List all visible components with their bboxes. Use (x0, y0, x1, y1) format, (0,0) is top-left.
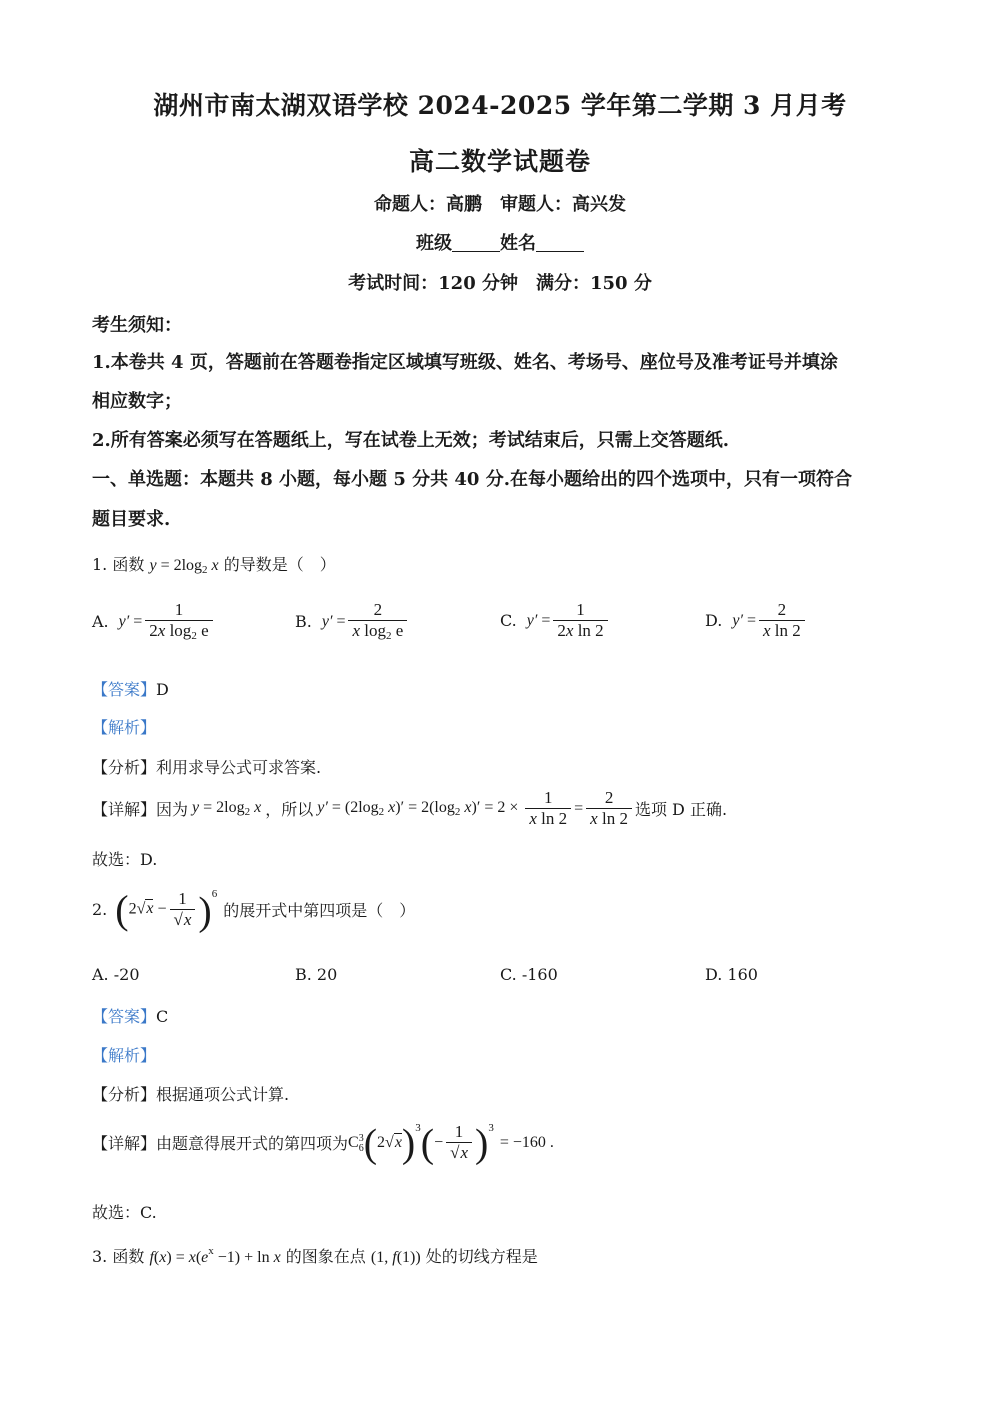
time-score-line: 考试时间：120 分钟 满分：150 分 (348, 273, 652, 294)
answer-tag: 【答案】 (92, 1007, 157, 1026)
q2-analysis (92, 1043, 156, 1066)
q1-option-a: A. y′ = $\frac{1}{2x \log_2 e}$ (92, 600, 216, 644)
q1-fenxi (92, 755, 321, 778)
q1-option-c: C. y′ = $\frac{1}{\text{2x ln 2}}$ (500, 600, 611, 642)
q3-number: 3. (92, 1247, 108, 1266)
q2-number: 2. (92, 900, 108, 920)
q2-fenxi-text: 根据通项公式计算. (156, 1085, 290, 1104)
name-label: 姓名 (500, 233, 536, 254)
q2-suffix: 的展开式中第四项是（ ） (223, 901, 416, 921)
q1-function: $y = 2\log_2$ x (149, 557, 219, 576)
class-name-line (0, 229, 1000, 255)
q2-answer (92, 1004, 168, 1027)
q2-expression: (2√x − (115, 886, 167, 932)
analysis-tag: 【解析】 (92, 718, 157, 737)
q1-number: 1. (92, 555, 108, 574)
detail-tag: 【详解】 (92, 1134, 157, 1154)
fenxi-tag: 【分析】 (92, 1085, 157, 1104)
exam-title: 湖州市南太湖双语学校 2024-2025 学年第二学期 3 月月考 (153, 91, 847, 120)
q2-result: = −160 . (499, 1133, 554, 1151)
q2-fenxi (92, 1082, 289, 1105)
q3-point: (1, f(1)) (370, 1249, 421, 1266)
q2-term: C 3 6 $(2√x)^3(-$ (348, 1120, 444, 1166)
q1-answer-value: D (156, 680, 169, 699)
answer-tag: 【答案】 (92, 680, 157, 699)
section-heading: 一、单选题：本题共 8 小题，每小题 5 分共 40 分.在每小题给出的四个选项中，只有一项符合 (92, 469, 852, 490)
q2-detail-prefix: 由题意得展开式的第四项为 (156, 1134, 349, 1154)
q1-detail-suffix: 选项 D 正确. (634, 800, 728, 820)
question-1 (92, 552, 336, 576)
q1-option-d: D. y′ = $\frac{2}{\text{x ln 2}}$ (705, 600, 808, 642)
fenxi-tag: 【分析】 (92, 758, 157, 777)
question-2: 2. (2√x − $\frac{1}{√x}$ )$^6$ 的展开式中第四项是（ ） (92, 886, 416, 934)
notice-heading: 考生须知： (92, 315, 182, 336)
q1-suffix: 的导数是（ ） (223, 555, 336, 574)
question-3 (92, 1244, 538, 1267)
q2-option-d: D. 160 (705, 965, 758, 984)
q1-prefix: 函数 (112, 555, 145, 574)
q1-conclusion: 故选：D. (92, 850, 158, 869)
q1-option-b: B. y′ = $\frac{2}{x \log_2 e}$ (295, 600, 410, 644)
authors-line: 命题人：高鹏 审题人：高兴发 (374, 194, 626, 215)
analysis-tag: 【解析】 (92, 1046, 157, 1065)
notice-item2: 2.所有答案必须写在答题纸上，写在试卷上无效；考试结束后，只需上交答题纸. (92, 430, 730, 451)
q3-mid: 的图象在点 (285, 1247, 366, 1266)
q3-suffix: 处的切线方程是 (425, 1247, 538, 1266)
name-blank (536, 233, 584, 252)
q2-answer-value: C (156, 1007, 169, 1026)
q3-prefix: 函数 (112, 1247, 145, 1266)
q1-derivation: $y' = (2\log_2$ $x)' = 2(\log_2$ x)′ = 2 × (317, 799, 519, 819)
class-blank (452, 233, 500, 252)
section-heading-cont: 题目要求. (92, 509, 171, 530)
q1-detail-mid: ，所以 (265, 800, 314, 820)
q3-function: $f(x) = x(e^x -1) + \ln x$ (149, 1245, 281, 1266)
q1-detail: 【详解】 因为 $y = 2\log_2$ x ，所以 $y' = (2\log_2$ $x)' = 2(\log_2$ x)′ = 2 × $\frac{1}{\text{x ln 2}}$ = $\frac{2}{\text{x ln 2}}$ 选项 D 正确. (92, 788, 728, 829)
q2-option-b: B. 20 (295, 965, 338, 984)
q1-analysis (92, 715, 156, 738)
q1-answer (92, 677, 169, 700)
q1-detail-prefix: 因为 (156, 800, 189, 820)
q2-conclusion: 故选：C. (92, 1203, 157, 1222)
q2-detail: 【详解】 由题意得展开式的第四项为 C 3 6 $(2√x)^3(-$ $\frac{1}{√x}$ )$^3$ = −160 . (92, 1120, 554, 1166)
exam-subtitle: 高二数学试题卷 (408, 147, 591, 176)
notice-item1: 1.本卷共 4 页，答题前在答题卷指定区域填写班级、姓名、考场号、座位号及准考证号并填涂 (92, 352, 838, 373)
class-label: 班级 (416, 233, 452, 254)
notice-item1-cont: 相应数字； (92, 391, 182, 412)
q1-fenxi-text: 利用求导公式可求答案. (156, 758, 322, 777)
q2-option-c: C. -160 (500, 965, 558, 984)
detail-tag: 【详解】 (92, 800, 157, 820)
q2-option-a: A. -20 (92, 965, 140, 984)
